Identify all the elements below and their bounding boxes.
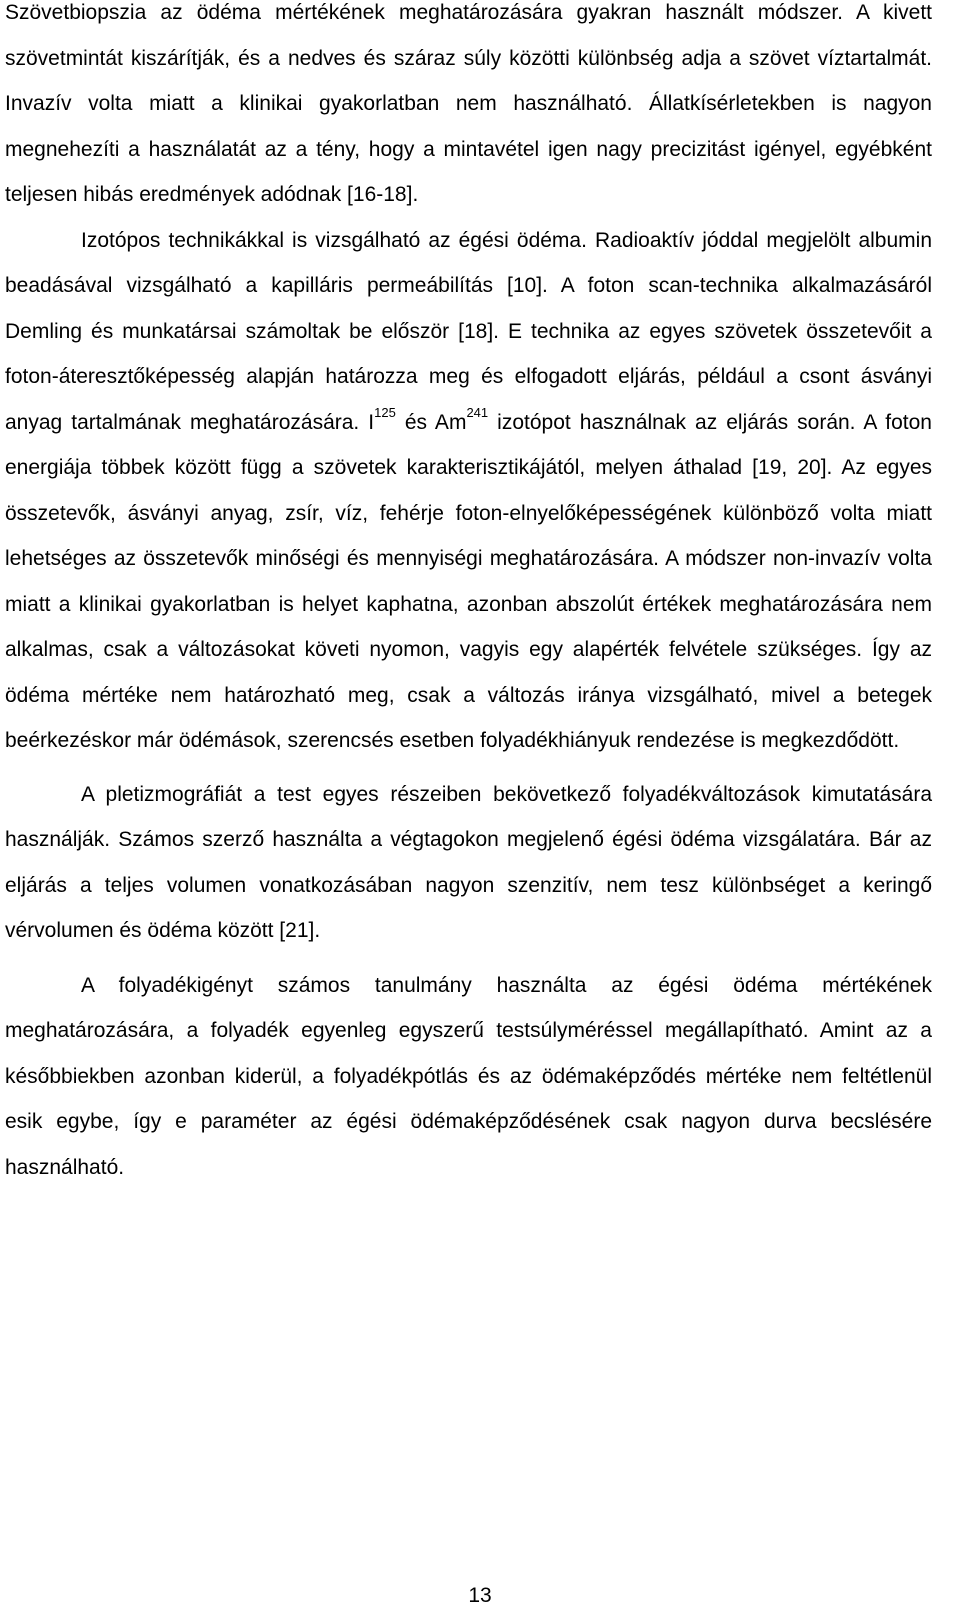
isotope-text-part-3: izotópot használnak az eljárás során. A foton energiája többek között függ a szövetek karakterisztikájától, melyen áthalad [19, 20]. Az egyes összetevők, ásványi anyag, zsír, víz, fehérje foton-elnyelőképességének különböző volta miatt lehetséges az összetevők minőségi és mennyiségi meghatározására. A módszer non-invazív volta miatt a klinikai gyakorlatban is helyet kaphatna, azonban abszolút értékek meghatározására nem alkalmas, csak a változásokat követi nyomon, vagyis egy alapérték felvétele szükséges. Így az ödéma mértéke nem határozható meg, csak a változás iránya vizsgálható, mivel a betegek beérkezéskor már ödémások, szerencsés esetben folyadékhiányuk rendezése is megkezdődött.: [5, 410, 932, 752]
paragraph-isotope-techniques: [5, 218, 932, 764]
isotope-text-part-2: és Am: [395, 410, 467, 434]
iodine-isotope-superscript: 125: [374, 404, 396, 420]
paragraph-tissue-biopsy: Szövetbiopszia az ödéma mértékének meghatározására gyakran használt módszer. A kivett szövetmintát kiszárítják, és a nedves és száraz súly közötti különbség adja a szövet víztartalmát. Invazív volta miatt a klinikai gyakorlatban nem használható. Állatkísérletekben is nagyon megnehezíti a használatát az a tény, hogy a mintavétel igen nagy precizitást igényel, egyébként teljesen hibás eredmények adódnak [16-18].: [5, 1, 932, 206]
body-text: [5, 0, 932, 1190]
americium-isotope-superscript: 241: [466, 404, 489, 420]
page-number: 13: [468, 1584, 492, 1607]
isotope-text-part-1: Izotópos technikákkal is vizsgálható az égési ödéma. Radioaktív jóddal megjelölt albumin beadásával vizsgálható a kapilláris permeábilítás [10]. A foton scan-technika alkalmazásáról Demling és munkatársai számoltak be először [18]. E technika az egyes szövetek összetevőit a foton-áteresztőképesség alapján határozza meg és elfogadott eljárás, például a csont ásványi anyag tartalmának meghatározására. I: [5, 228, 932, 434]
paragraph-plethysmography: A pletizmográfiát a test egyes részeiben bekövetkező folyadékváltozások kimutatására használják. Számos szerző használta a végtagokon megjelenő égési ödéma vizsgálatára. Bár az eljárás a teljes volumen vonatkozásában nagyon szenzitív, nem tesz különbséget a keringő vérvolumen és ödéma között [21].: [5, 782, 932, 942]
paragraph-fluid-requirement: A folyadékigényt számos tanulmány használta az égési ödéma mértékének meghatározására, a folyadék egyenleg egyszerű testsúlyméréssel megállapítható. Amint az a későbbiekben azonban kiderül, a folyadékpótlás és az ödémaképződés mértéke nem feltétlenül esik egybe, így e paraméter az égési ödémaképződésének csak nagyon durva becslésére használható.: [5, 973, 932, 1179]
